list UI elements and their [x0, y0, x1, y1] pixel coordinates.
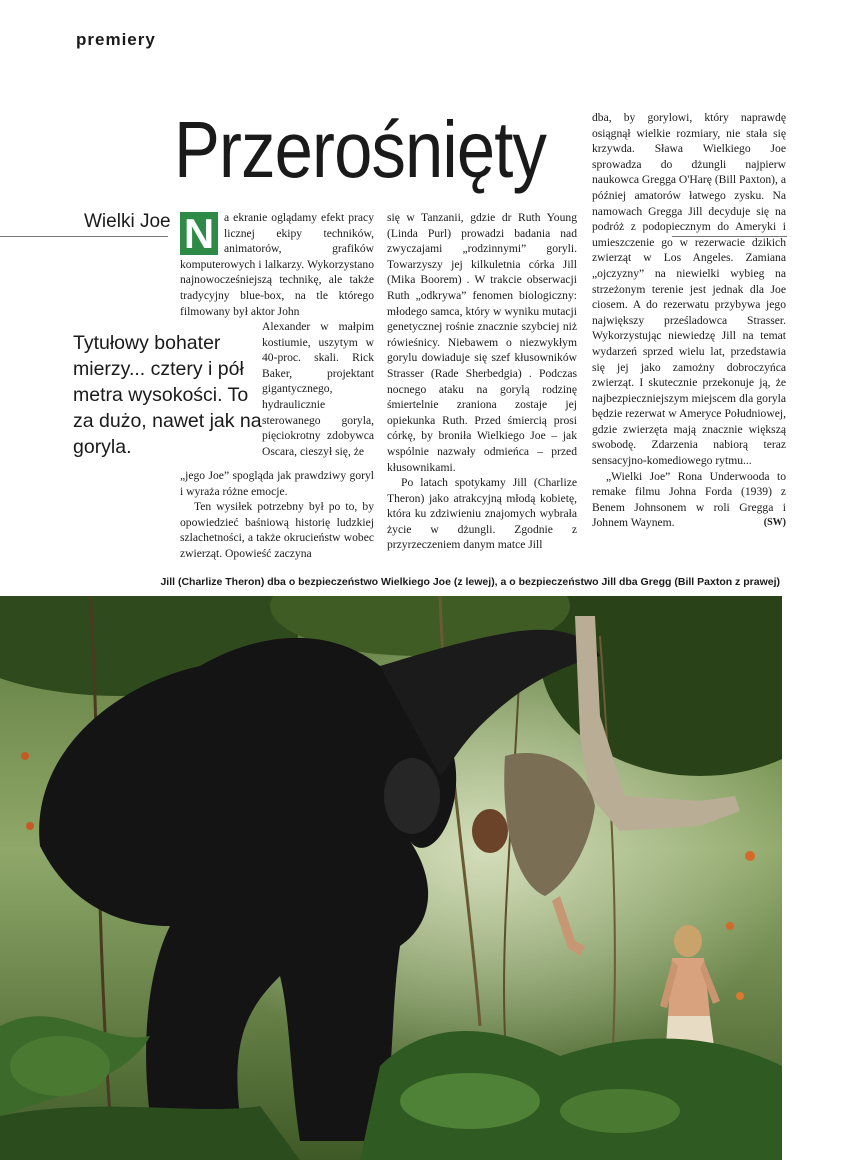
jungle-scene-image: [0, 596, 782, 1160]
dropcap: N: [180, 212, 218, 255]
paragraph-text: „Wielki Joe” Rona Underwooda to remake filmu Johna Forda (1939) z Benem Johnsonem w roli Gregga i Johnem Waynem.: [592, 469, 786, 530]
article-subtitle: Wielki Joe: [84, 211, 171, 232]
paragraph: Ten wysiłek potrzebny był po to, by opowiedzieć baśniową historię ludzkiej szlachetności, a także okrucieństw wobec zwierząt. Opowieść zaczyna: [180, 500, 374, 560]
body-column-2: [387, 210, 577, 553]
paragraph: się w Tanzanii, gdzie dr Ruth Young (Linda Purl) prowadzi badania nad zwyczajami „rodzinnymi” goryli. Towarzyszy jej kilkuletnia córka Jill (Mika Boorem) . W trakcie obserwacji Ruth „odkrywa” fenomen biologiczny: młodego samca, który w wyniku mutacji genetycznej rośnie znacznie szybciej niż rówieśnicy. Niebawem o niezwykłym gorylu dowiaduje się szef kłusowników Strasser (Rade Sherbedgia) . Podczas nocnego ataku na gorylą rodzinę śmiertelnie zraniona zostaje jej opiekunka Ruth. Przed śmiercią prosi córkę, by broniła Wielkiego Joe – jak wspólnie nazwały odmieńca – przed kłusownikami.: [387, 211, 577, 474]
body-column-1-middle: [262, 319, 374, 459]
pullquote: Tytułowy bohater mierzy... cztery i pół metra wysokości. To za dużo, nawet jak na goryla.: [73, 332, 262, 458]
section-label: premiery: [76, 30, 156, 49]
body-column-1-top: [180, 210, 374, 319]
film-still-photo: [0, 596, 782, 1160]
paragraph: Po latach spotykamy Jill (Charlize Theron) jako atrakcyjną młodą kobietę, która ku zdziwieniu znajomych wybrała życie w dżungli. Zgodnie z przyrzeczeniem danym matce Jill: [387, 476, 577, 552]
author-credit: (SW): [763, 517, 786, 529]
body-column-3: [592, 110, 786, 531]
body-column-1-bottom: [180, 468, 374, 562]
paragraph: Alexander w małpim kostiumie, uszytym w 40-proc. skali. Rick Baker, projektant gigantycznego, hydraulicznie sterowanego goryla, pięciokrotny zdobywca Oscara, cieszył się, że: [262, 320, 374, 458]
paragraph: „jego Joe” spogląda jak prawdziwy goryl i wyraża różne emocje.: [180, 469, 374, 498]
paragraph: [592, 469, 786, 531]
article-title: Przerośnięty: [174, 105, 547, 194]
photo-caption: Jill (Charlize Theron) dba o bezpieczeństwo Wielkiego Joe (z lewej), a o bezpieczeństwo Jill dba Gregg (Bill Paxton z prawej): [160, 576, 780, 588]
paragraph-lead: a ekranie oglądamy efekt pracy licznej ekipy techników, animatorów, grafików komputerowych i lalkarzy. Wykorzystano najnowocześniejszą technikę, ale także tradycyjny blue-box, na tle którego filmowany był aktor John: [180, 211, 374, 318]
subtitle-rule: [0, 236, 168, 237]
paragraph: dba, by gorylowi, który naprawdę osiągnął wielkie rozmiary, nie stała się krzywda. Sława Wielkiego Joe sprowadza do dżungli najpierw naukowca Gregga O'Harę (Bill Paxton), a później amatorów łatwego zysku. Na namowach Gregga Jill decyduje się na podróż z podopiecznym do Ameryki i umieszczenie go w rezerwacie dzikich zwierząt w Los Angeles. Zamiana „ojczyzny” na niewielki wybieg na strzeżonym terenie jest jednak dla Joe ciosem. A do rezerwatu przybywa jego największy prześladowca Strasser. Wykorzystując niewiedzę Jill na temat wydarzeń sprzed wielu lat, przedstawia się jej jako zamożny dobroczyńca zwierząt. I skutecznie przekonuje ją, że najbezpieczniejszym miejscem dla goryla będzie rezerwat w Ameryce Południowej, gdzie zwierzęta mają znacznie większą swobodę. Zdarzenia nabiorą teraz sensacyjno-komediowego rytmu...: [592, 111, 786, 468]
